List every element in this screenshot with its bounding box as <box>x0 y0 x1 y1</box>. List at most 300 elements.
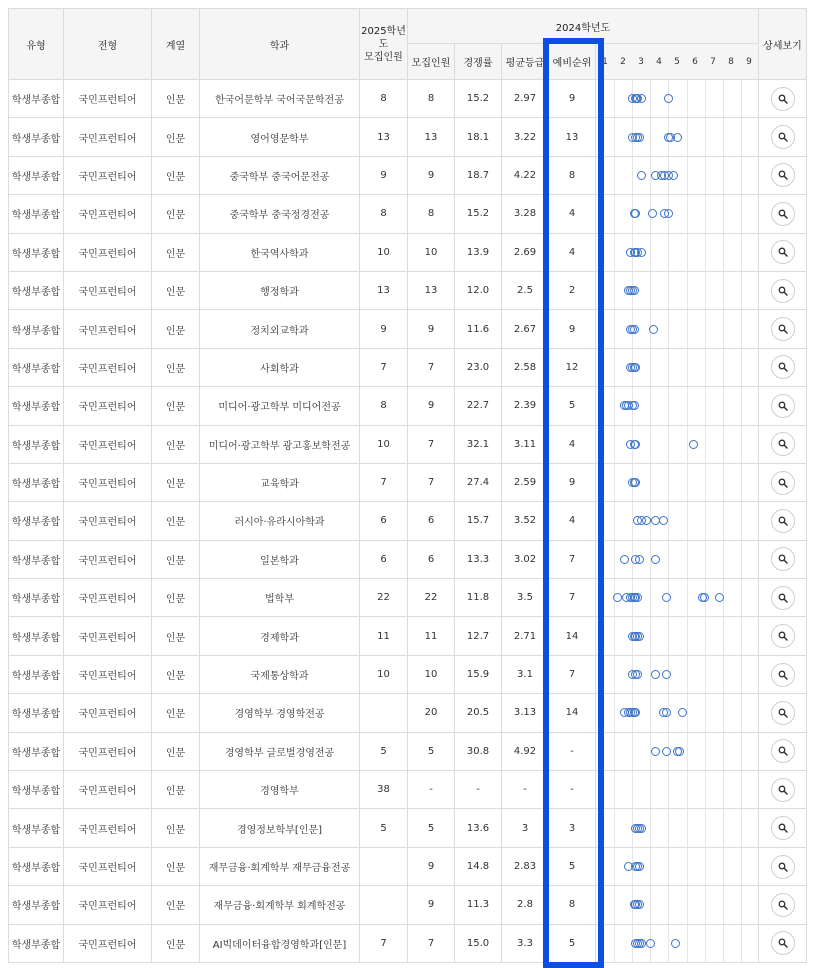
row-quota-2024: 9 <box>408 310 455 348</box>
row-quota-2025: 10 <box>360 425 408 463</box>
grade-distribution <box>596 310 759 348</box>
table-row <box>9 732 807 770</box>
row-avg-grade: 2.71 <box>502 617 549 655</box>
detail-button[interactable] <box>771 509 795 533</box>
grade-gridline <box>723 733 724 770</box>
detail-button[interactable] <box>771 279 795 303</box>
grade-dot <box>613 593 622 602</box>
row-quota-2025: 5 <box>360 732 408 770</box>
row-dept: 경영학부 글로벌경영전공 <box>200 732 360 770</box>
row-ratio: 11.3 <box>455 886 502 924</box>
grade-dot <box>649 325 658 334</box>
grade-gridline <box>614 886 615 923</box>
grade-gridline <box>705 387 706 424</box>
row-quota-2025: 6 <box>360 540 408 578</box>
row-quota-2024: 8 <box>408 195 455 233</box>
row-quota-2025: 22 <box>360 579 408 617</box>
row-admission: 국민프런티어 <box>64 924 152 962</box>
grade-gridline <box>741 426 742 463</box>
row-dept: 경제학과 <box>200 617 360 655</box>
detail-button[interactable] <box>771 663 795 687</box>
grade-distribution <box>596 233 759 271</box>
grade-gridline <box>650 848 651 885</box>
row-ratio: 27.4 <box>455 463 502 501</box>
magnifier-icon <box>778 478 788 488</box>
magnifier-icon <box>778 516 788 526</box>
row-avg-grade: 2.8 <box>502 886 549 924</box>
grade-gridline <box>614 195 615 232</box>
grade-gridline <box>687 771 688 808</box>
grade-gridline <box>668 349 669 386</box>
row-admission: 국민프런티어 <box>64 847 152 885</box>
grade-gridline <box>741 886 742 923</box>
row-type: 학생부종합 <box>9 463 64 501</box>
row-dept: 중국학부 중국정경전공 <box>200 195 360 233</box>
grade-gridline <box>614 925 615 962</box>
scale-label: 2 <box>620 56 626 67</box>
row-dept: 재무금융·회계학부 회계학전공 <box>200 886 360 924</box>
grade-gridline <box>650 387 651 424</box>
row-ratio: 18.7 <box>455 156 502 194</box>
row-dept: AI빅데이터융합경영학과[인문] <box>200 924 360 962</box>
grade-distribution <box>596 579 759 617</box>
grade-dot <box>631 478 640 487</box>
detail-button[interactable] <box>771 163 795 187</box>
row-quota-2024: 11 <box>408 617 455 655</box>
grade-gridline <box>705 272 706 309</box>
row-waitlist: 8 <box>549 156 596 194</box>
grade-dot <box>700 593 709 602</box>
row-quota-2025: 8 <box>360 80 408 118</box>
grade-gridline <box>723 387 724 424</box>
row-waitlist: 5 <box>549 924 596 962</box>
table-row <box>9 886 807 924</box>
grade-distribution <box>596 924 759 962</box>
row-quota-2025: 13 <box>360 118 408 156</box>
detail-button[interactable] <box>771 240 795 264</box>
detail-button[interactable] <box>771 87 795 111</box>
grade-gridline <box>687 80 688 117</box>
row-quota-2025: 8 <box>360 387 408 425</box>
scale-label: 4 <box>656 56 662 67</box>
grade-gridline <box>668 541 669 578</box>
grade-dot <box>659 516 668 525</box>
row-quota-2025 <box>360 886 408 924</box>
row-quota-2025: 7 <box>360 924 408 962</box>
row-avg-grade: 3.3 <box>502 924 549 962</box>
detail-button[interactable] <box>771 586 795 610</box>
row-dept: 국제통상학과 <box>200 655 360 693</box>
grade-gridline <box>668 886 669 923</box>
row-dept: 경영정보학부[인문] <box>200 809 360 847</box>
grade-dot <box>637 939 646 948</box>
grade-gridline <box>705 80 706 117</box>
grade-gridline <box>723 694 724 731</box>
row-type: 학생부종합 <box>9 310 64 348</box>
row-admission: 국민프런티어 <box>64 579 152 617</box>
row-quota-2024: 9 <box>408 886 455 924</box>
magnifier-icon <box>778 862 788 872</box>
row-field: 인문 <box>152 732 200 770</box>
grade-gridline <box>741 464 742 501</box>
grade-gridline <box>723 195 724 232</box>
row-quota-2025: 5 <box>360 809 408 847</box>
row-dept: 미디어·광고학부 미디어전공 <box>200 387 360 425</box>
grade-gridline <box>687 579 688 616</box>
grade-dot <box>631 209 640 218</box>
header-waitlist: 예비순위 <box>549 44 596 80</box>
magnifier-icon <box>778 401 788 411</box>
row-quota-2024: - <box>408 771 455 809</box>
grade-gridline <box>614 694 615 731</box>
grade-gridline <box>723 771 724 808</box>
grade-gridline <box>614 848 615 885</box>
row-avg-grade: 3.1 <box>502 655 549 693</box>
grade-gridline <box>650 80 651 117</box>
detail-button[interactable] <box>771 739 795 763</box>
row-field: 인문 <box>152 655 200 693</box>
grade-distribution <box>596 540 759 578</box>
header-grade-scale <box>596 44 759 80</box>
grade-gridline <box>723 157 724 194</box>
row-type: 학생부종합 <box>9 771 64 809</box>
table-row <box>9 847 807 885</box>
row-quota-2024: 8 <box>408 80 455 118</box>
row-quota-2024: 6 <box>408 540 455 578</box>
row-avg-grade: 2.39 <box>502 387 549 425</box>
row-field: 인문 <box>152 579 200 617</box>
grade-dot <box>689 440 698 449</box>
row-admission: 국민프런티어 <box>64 387 152 425</box>
table-row <box>9 156 807 194</box>
detail-cell <box>759 425 807 463</box>
grade-gridline <box>668 848 669 885</box>
grade-gridline <box>614 541 615 578</box>
row-ratio: 13.6 <box>455 809 502 847</box>
detail-button[interactable] <box>771 432 795 456</box>
row-avg-grade: 2.69 <box>502 233 549 271</box>
row-avg-grade: 3.02 <box>502 540 549 578</box>
grade-distribution <box>596 847 759 885</box>
row-field: 인문 <box>152 80 200 118</box>
table-row <box>9 348 807 386</box>
grade-gridline <box>723 464 724 501</box>
row-dept: 일본학과 <box>200 540 360 578</box>
detail-cell <box>759 310 807 348</box>
grade-gridline <box>650 694 651 731</box>
row-avg-grade: 2.59 <box>502 463 549 501</box>
grade-gridline <box>705 234 706 271</box>
row-type: 학생부종합 <box>9 732 64 770</box>
detail-button[interactable] <box>771 394 795 418</box>
grade-scale-labels <box>596 44 758 79</box>
row-quota-2024: 10 <box>408 233 455 271</box>
row-quota-2024: 5 <box>408 809 455 847</box>
grade-gridline <box>705 617 706 654</box>
row-quota-2024: 13 <box>408 271 455 309</box>
row-field: 인문 <box>152 502 200 540</box>
grade-gridline <box>741 579 742 616</box>
grade-gridline <box>687 387 688 424</box>
row-field: 인문 <box>152 540 200 578</box>
row-waitlist: 4 <box>549 195 596 233</box>
row-quota-2024: 9 <box>408 156 455 194</box>
grade-dot <box>662 708 671 717</box>
detail-button[interactable] <box>771 547 795 571</box>
grade-distribution <box>596 425 759 463</box>
row-type: 학생부종합 <box>9 195 64 233</box>
grade-gridline <box>614 387 615 424</box>
row-ratio: 15.2 <box>455 80 502 118</box>
detail-button[interactable] <box>771 355 795 379</box>
detail-cell <box>759 924 807 962</box>
grade-gridline <box>650 464 651 501</box>
row-quota-2024: 9 <box>408 847 455 885</box>
grade-gridline <box>705 925 706 962</box>
row-ratio: - <box>455 771 502 809</box>
row-type: 학생부종합 <box>9 617 64 655</box>
scale-label: 9 <box>746 56 752 67</box>
header-avg-grade: 평균등급 <box>502 44 549 80</box>
grade-distribution <box>596 387 759 425</box>
row-waitlist: 7 <box>549 655 596 693</box>
row-avg-grade: 2.83 <box>502 847 549 885</box>
grade-gridline <box>741 617 742 654</box>
grade-distribution <box>596 771 759 809</box>
grade-gridline <box>705 502 706 539</box>
detail-cell <box>759 502 807 540</box>
row-ratio: 32.1 <box>455 425 502 463</box>
grade-distribution <box>596 809 759 847</box>
row-field: 인문 <box>152 156 200 194</box>
grade-gridline <box>614 272 615 309</box>
magnifier-icon <box>778 286 788 296</box>
grade-distribution <box>596 655 759 693</box>
row-waitlist: 9 <box>549 310 596 348</box>
grade-distribution <box>596 271 759 309</box>
grade-gridline <box>741 656 742 693</box>
row-type: 학생부종합 <box>9 425 64 463</box>
row-quota-2024: 10 <box>408 655 455 693</box>
grade-distribution <box>596 886 759 924</box>
row-field: 인문 <box>152 617 200 655</box>
row-avg-grade: 3.5 <box>502 579 549 617</box>
grade-distribution <box>596 156 759 194</box>
grade-gridline <box>687 848 688 885</box>
magnifier-icon <box>778 785 788 795</box>
grade-dot <box>635 133 644 142</box>
magnifier-icon <box>778 900 788 910</box>
grade-dot <box>635 900 644 909</box>
detail-button[interactable] <box>771 778 795 802</box>
row-quota-2024: 20 <box>408 694 455 732</box>
row-field: 인문 <box>152 195 200 233</box>
row-admission: 국민프런티어 <box>64 771 152 809</box>
row-ratio: 23.0 <box>455 348 502 386</box>
detail-button[interactable] <box>771 471 795 495</box>
detail-button[interactable] <box>771 202 795 226</box>
grade-dot <box>637 824 646 833</box>
row-ratio: 12.7 <box>455 617 502 655</box>
grade-gridline <box>687 426 688 463</box>
grade-dot <box>635 862 644 871</box>
detail-button[interactable] <box>771 125 795 149</box>
detail-button[interactable] <box>771 701 795 725</box>
grade-gridline <box>741 349 742 386</box>
grade-gridline <box>741 387 742 424</box>
row-type: 학생부종합 <box>9 502 64 540</box>
row-ratio: 11.6 <box>455 310 502 348</box>
grade-distribution <box>596 80 759 118</box>
grade-gridline <box>614 617 615 654</box>
detail-button[interactable] <box>771 893 795 917</box>
grade-gridline <box>668 925 669 962</box>
scale-label: 8 <box>728 56 734 67</box>
header-detail: 상세보기 <box>759 9 807 80</box>
row-type: 학생부종합 <box>9 233 64 271</box>
grade-gridline <box>705 848 706 885</box>
row-field: 인문 <box>152 387 200 425</box>
grade-gridline <box>687 157 688 194</box>
detail-button[interactable] <box>771 816 795 840</box>
row-quota-2024: 22 <box>408 579 455 617</box>
grade-gridline <box>650 809 651 846</box>
table-row <box>9 655 807 693</box>
row-type: 학생부종합 <box>9 655 64 693</box>
grade-distribution <box>596 463 759 501</box>
grade-gridline <box>650 579 651 616</box>
grade-gridline <box>687 617 688 654</box>
magnifier-icon <box>778 823 788 833</box>
scale-label: 5 <box>674 56 680 67</box>
table-row <box>9 387 807 425</box>
row-ratio: 14.8 <box>455 847 502 885</box>
grade-gridline <box>687 118 688 155</box>
grade-gridline <box>741 771 742 808</box>
row-waitlist: 4 <box>549 233 596 271</box>
grade-gridline <box>632 733 633 770</box>
row-dept: 영어영문학부 <box>200 118 360 156</box>
admission-results-table-wrapper <box>8 8 807 963</box>
table-row <box>9 80 807 118</box>
grade-gridline <box>614 349 615 386</box>
detail-cell <box>759 348 807 386</box>
grade-gridline <box>650 272 651 309</box>
header-ratio: 경쟁률 <box>455 44 502 80</box>
row-waitlist: 14 <box>549 694 596 732</box>
grade-gridline <box>741 848 742 885</box>
row-field: 인문 <box>152 886 200 924</box>
grade-gridline <box>668 234 669 271</box>
row-waitlist: 13 <box>549 118 596 156</box>
detail-button[interactable] <box>771 317 795 341</box>
row-dept: 교육학과 <box>200 463 360 501</box>
detail-button[interactable] <box>771 931 795 955</box>
row-ratio: 15.9 <box>455 655 502 693</box>
magnifier-icon <box>778 439 788 449</box>
row-type: 학생부종합 <box>9 387 64 425</box>
row-waitlist: 4 <box>549 425 596 463</box>
row-avg-grade: 3.28 <box>502 195 549 233</box>
row-field: 인문 <box>152 463 200 501</box>
row-type: 학생부종합 <box>9 886 64 924</box>
grade-gridline <box>687 925 688 962</box>
row-ratio: 11.8 <box>455 579 502 617</box>
grade-gridline <box>668 272 669 309</box>
detail-cell <box>759 886 807 924</box>
row-ratio: 12.0 <box>455 271 502 309</box>
row-field: 인문 <box>152 847 200 885</box>
table-row <box>9 502 807 540</box>
grade-dot <box>648 209 657 218</box>
grade-gridline <box>723 118 724 155</box>
grade-gridline <box>705 886 706 923</box>
detail-button[interactable] <box>771 624 795 648</box>
row-ratio: 13.3 <box>455 540 502 578</box>
grade-dot <box>637 248 646 257</box>
grade-distribution <box>596 348 759 386</box>
grade-gridline <box>687 809 688 846</box>
detail-cell <box>759 463 807 501</box>
grade-gridline <box>687 502 688 539</box>
magnifier-icon <box>778 554 788 564</box>
magnifier-icon <box>778 938 788 948</box>
row-quota-2025: 9 <box>360 156 408 194</box>
grade-dot <box>662 593 671 602</box>
row-waitlist: - <box>549 771 596 809</box>
grade-dot <box>669 171 678 180</box>
table-row <box>9 118 807 156</box>
grade-gridline <box>705 656 706 693</box>
grade-gridline <box>705 541 706 578</box>
row-waitlist: 2 <box>549 271 596 309</box>
row-dept: 경영학부 <box>200 771 360 809</box>
grade-gridline <box>614 118 615 155</box>
row-admission: 국민프런티어 <box>64 118 152 156</box>
detail-button[interactable] <box>771 855 795 879</box>
grade-dot <box>664 94 673 103</box>
row-admission: 국민프런티어 <box>64 463 152 501</box>
row-quota-2025: 38 <box>360 771 408 809</box>
grade-gridline <box>723 426 724 463</box>
grade-gridline <box>687 541 688 578</box>
row-field: 인문 <box>152 809 200 847</box>
grade-gridline <box>723 502 724 539</box>
grade-gridline <box>705 694 706 731</box>
row-admission: 국민프런티어 <box>64 156 152 194</box>
grade-gridline <box>741 272 742 309</box>
grade-dot <box>715 593 724 602</box>
grade-gridline <box>687 464 688 501</box>
row-admission: 국민프런티어 <box>64 655 152 693</box>
grade-dot <box>633 670 642 679</box>
row-waitlist: 9 <box>549 80 596 118</box>
header-type: 유형 <box>9 9 64 80</box>
row-admission: 국민프런티어 <box>64 886 152 924</box>
row-type: 학생부종합 <box>9 348 64 386</box>
grade-gridline <box>723 349 724 386</box>
row-avg-grade: 3 <box>502 809 549 847</box>
grade-gridline <box>632 771 633 808</box>
grade-gridline <box>741 80 742 117</box>
row-field: 인문 <box>152 924 200 962</box>
grade-distribution <box>596 118 759 156</box>
grade-gridline <box>650 771 651 808</box>
row-quota-2025: 7 <box>360 463 408 501</box>
magnifier-icon <box>778 631 788 641</box>
grade-dot <box>635 555 644 564</box>
detail-cell <box>759 694 807 732</box>
